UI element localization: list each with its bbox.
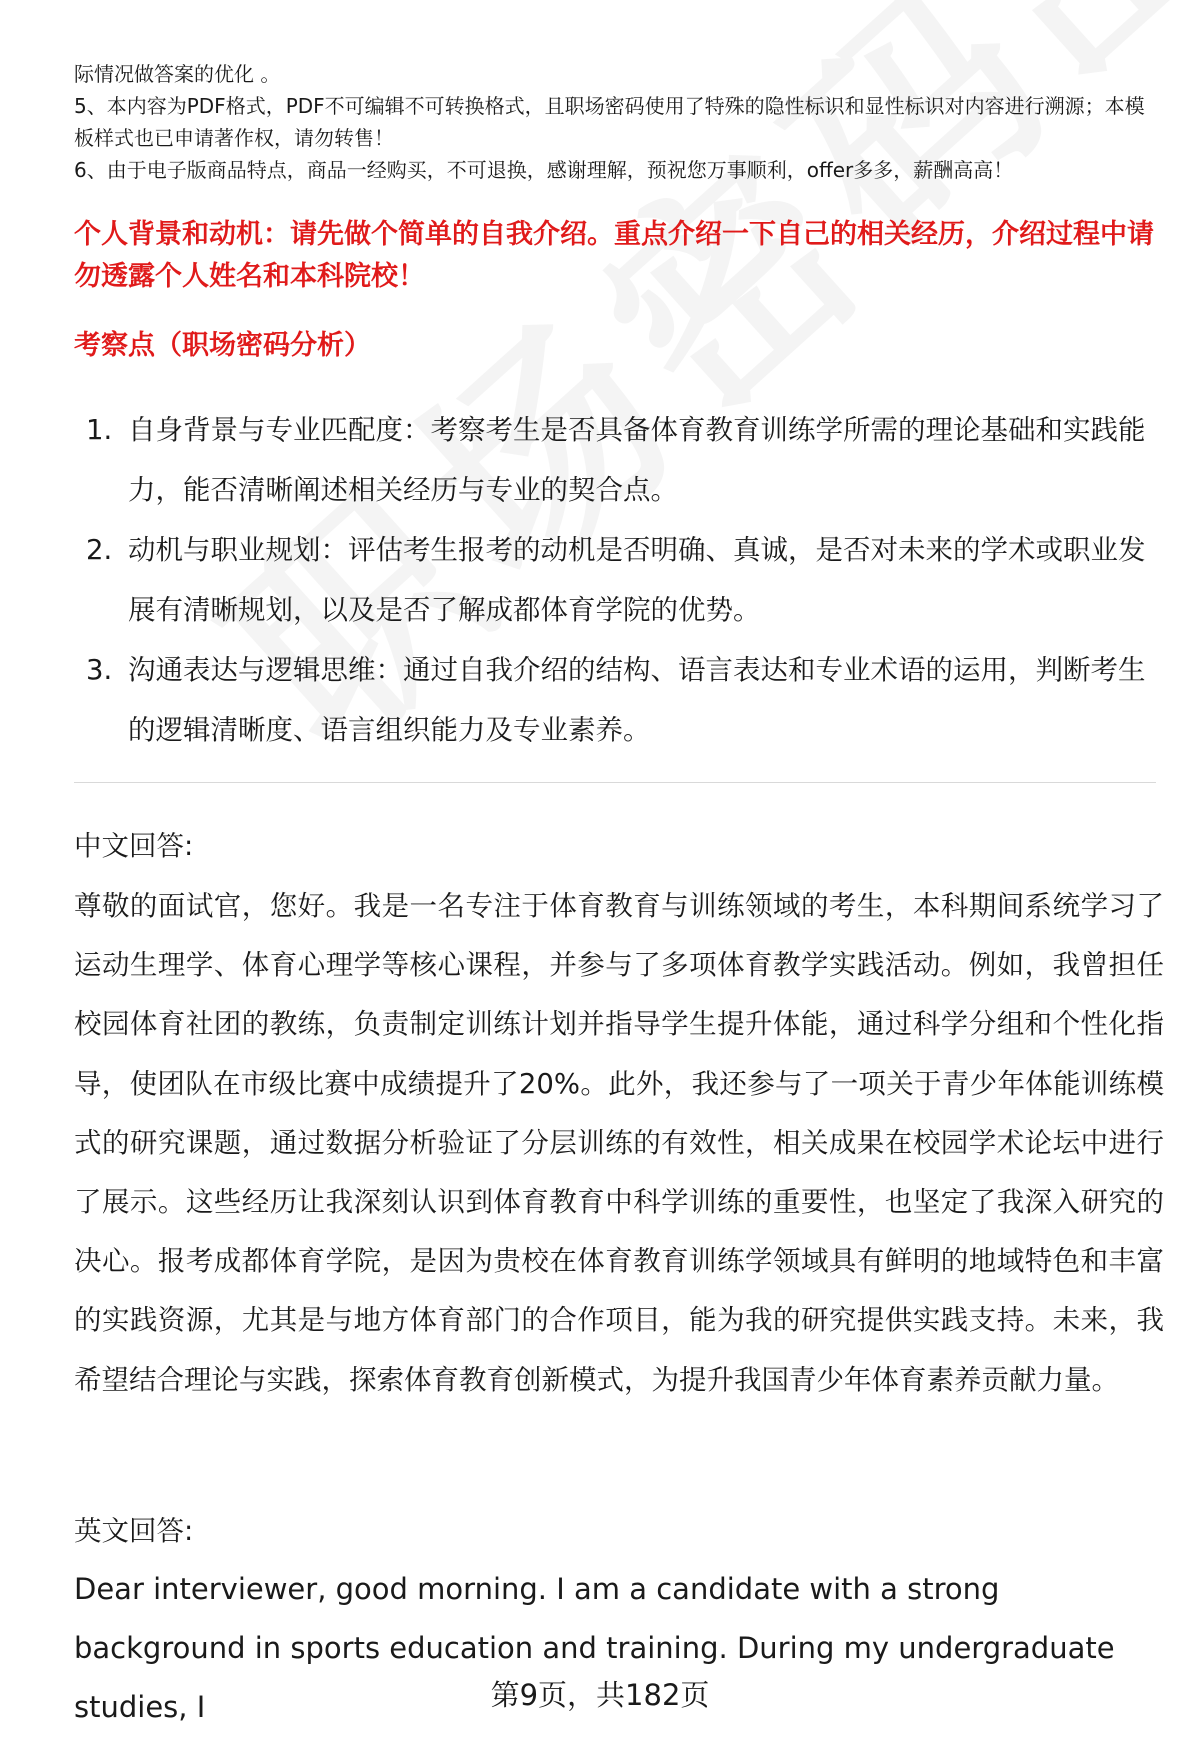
list-item: [74, 640, 1164, 760]
note-line: 6、由于电子版商品特点，商品一经购买，不可退换，感谢理解，预祝您万事顺利，offer多多，薪酬高高！: [74, 158, 1014, 182]
list-item-number: 2.: [86, 534, 113, 566]
list-item-number: 3.: [86, 654, 113, 686]
section-divider: [74, 782, 1156, 783]
english-answer-text: Dear interviewer, good morning. I am a candidate with a strong background in sports education and training. During my undergraduate studies, I: [74, 1572, 1115, 1724]
list-item-text: 自身背景与专业匹配度：考察考生是否具备体育教育训练学所需的理论基础和实践能力，能否清晰阐述相关经历与专业的契合点。: [128, 414, 1146, 506]
page-number-footer: 第9页，共182页: [490, 1678, 710, 1712]
note-line: 5、本内容为PDF格式，PDF不可编辑不可转换格式，且职场密码使用了特殊的隐性标识和显性标识对内容进行溯源；本模板样式也已申请著作权，请勿转售！: [74, 94, 1145, 150]
key-points-title: 考察点（职场密码分析）: [74, 330, 371, 361]
list-item-text: 动机与职业规划：评估考生报考的动机是否明确、真诚，是否对未来的学术或职业发展有清晰规划，以及是否了解成都体育学院的优势。: [128, 534, 1146, 626]
question-heading: 个人背景和动机：请先做个简单的自我介绍。重点介绍一下自己的相关经历，介绍过程中请勿透露个人姓名和本科院校！: [74, 219, 1154, 292]
list-item-text: 沟通表达与逻辑思维：通过自我介绍的结构、语言表达和专业术语的运用，判断考生的逻辑清晰度、语言组织能力及专业素养。: [128, 654, 1146, 746]
key-points-list: [74, 400, 1164, 760]
chinese-answer-label: 中文回答:: [74, 830, 194, 862]
note-line: 际情况做答案的优化 。: [74, 62, 281, 86]
list-item-number: 1.: [86, 414, 113, 446]
chinese-answer-text: 尊敬的面试官，您好。我是一名专注于体育教育与训练领域的考生，本科期间系统学习了运动生理学、体育心理学等核心课程，并参与了多项体育教学实践活动。例如，我曾担任校园体育社团的教练，负责制定训练计划并指导学生提升体能，通过科学分组和个性化指导，使团队在市级比赛中成绩提升了20%。此外，我还参与了一项关于青少年体能训练模式的研究课题，通过数据分析验证了分层训练的有效性，相关成果在校园学术论坛中进行了展示。这些经历让我深刻认识到体育教育中科学训练的重要性，也坚定了我深入研究的决心。报考成都体育学院，是因为贵校在体育教育训练学领域具有鲜明的地域特色和丰富的实践资源，尤其是与地方体育部门的合作项目，能为我的研究提供实践支持。未来，我希望结合理论与实践，探索体育教育创新模式，为提升我国青少年体育素养贡献力量。: [74, 890, 1164, 1396]
notes-block: [74, 58, 1164, 186]
english-answer-label: 英文回答:: [74, 1515, 194, 1547]
list-item: [74, 520, 1164, 640]
list-item: [74, 400, 1164, 520]
